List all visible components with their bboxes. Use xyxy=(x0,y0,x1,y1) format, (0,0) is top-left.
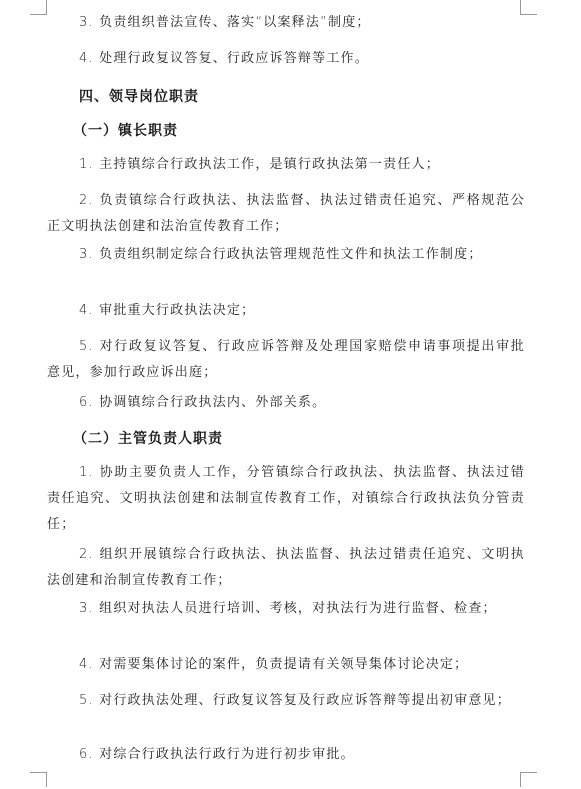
list-item: 6. 对综合行政执法行政行为进行初步审批。 xyxy=(79,747,355,762)
paragraph: 4. 处理行政复议答复、行政应诉答辩等工作。 xyxy=(79,51,369,66)
list-item: 1. 主持镇综合行政执法工作，是镇行政执法第一责任人； xyxy=(79,157,440,172)
crop-mark-top-left xyxy=(30,0,47,15)
list-item: 3. 组织对执法人员进行培训、考核，对执法行为进行监督、检查； xyxy=(79,601,497,616)
list-item: 1. 协助主要负责人工作，分管镇综合行政执法、执法监督、执法过错责任追究、文明执法创建和法制宣传教育工作，对镇综合行政执法负分管责任； xyxy=(47,465,525,532)
crop-mark-bottom-right xyxy=(520,772,537,787)
list-item: 3. 负责组织制定综合行政执法管理规范性文件和执法工作制度； xyxy=(79,247,483,262)
list-item: 2. 负责镇综合行政执法、执法监督、执法过错责任追究、严格规范公正文明执法创建和法治宣传教育工作； xyxy=(47,193,525,234)
list-item: 5. 对行政执法处理、行政复议答复及行政应诉答辩等提出初审意见； xyxy=(79,693,511,708)
section-heading: 四、领导岗位职责 xyxy=(79,89,199,105)
list-item: 6. 协调镇综合行政执法内、外部关系。 xyxy=(79,395,327,410)
list-item: 2. 组织开展镇综合行政执法、执法监督、执法过错责任追究、文明执法创建和治制宣传教育工作； xyxy=(47,547,525,588)
list-item: 5. 对行政复议答复、行政应诉答辩及处理国家赔偿申请事项提出审批意见，参加行政应诉出庭； xyxy=(47,339,525,380)
list-item: 4. 对需要集体讨论的案件，负责提请有关领导集体讨论决定； xyxy=(79,657,469,672)
paragraph: 3. 负责组织普法宣传、落实“以案释法”制度； xyxy=(79,15,371,30)
crop-mark-bottom-left xyxy=(30,772,47,787)
subsection-heading: （二）主管负责人职责 xyxy=(73,431,223,447)
list-item: 4. 审批重大行政执法决定； xyxy=(79,303,256,318)
subsection-heading: （一）镇长职责 xyxy=(73,123,178,139)
